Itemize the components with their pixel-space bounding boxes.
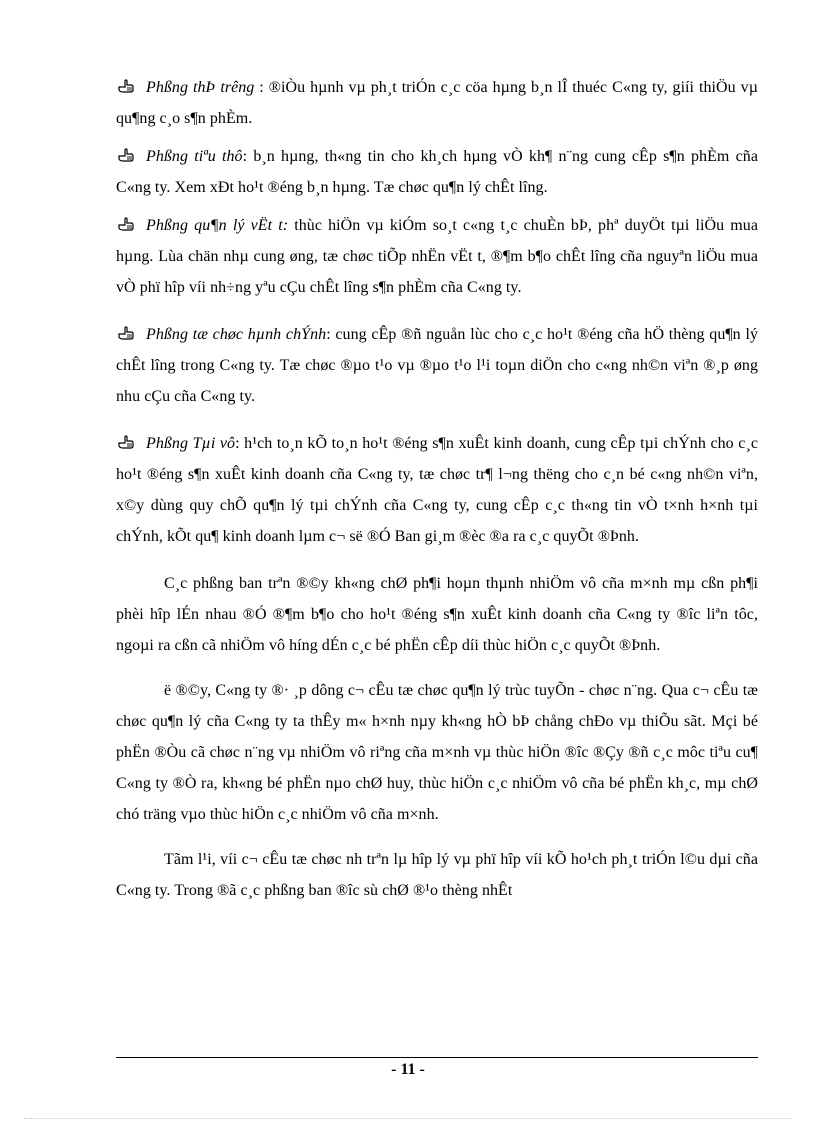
footer-divider <box>116 1057 758 1058</box>
hand-pointer-icon <box>118 73 134 87</box>
hand-pointer-icon <box>118 320 134 334</box>
department-heading: Phßng Tµi vô <box>146 435 236 452</box>
page-bottom-border <box>24 1118 792 1119</box>
hand-pointer-icon <box>118 429 134 443</box>
paragraph-text: : b¸n hµng, th«ng tin cho kh¸ch hµng vÒ kh¶ n¨ng cung cÊp s¶n phÈm cña C«ng ty. Xem xÐt ho¹t ®éng b¸n hµng. Tæ chøc qu¶n lý chÊt lîng. <box>116 148 758 196</box>
paragraph-text: thùc hiÖn vµ kiÓm so¸t c«ng t¸c chuÈn bÞ, phª duyÖt tµi liÖu mua hµng. Lùa chän nhµ cung øng, tæ chøc tiÕp nhËn vËt t, ®¶m b¶o chÊt lîng cña nguyªn liÖu mua vÒ phï hîp víi nh÷ng yªu cÇu chÊt lîng s¶n phÈm cña C«ng ty. <box>116 217 759 296</box>
body-paragraph: C¸c phßng ban trªn ®©y kh«ng chØ ph¶i hoµn thµnh nhiÖm vô cña m×nh mµ cßn ph¶i phèi hîp lÉn nhau ®Ó ®¶m b¶o cho ho¹t ®éng s¶n xuÊt kinh doanh cña C«ng ty ®îc liªn tôc, ngoµi ra cßn cã nhiÖm vô híng dÉn c¸c bé phËn cÊp díi thùc hiÖn c¸c quyÕt ®Þnh. <box>116 575 758 654</box>
hand-pointer-icon <box>118 211 134 225</box>
page-body <box>116 72 758 920</box>
paragraph-text: : cung cÊp ®ñ nguån lùc cho c¸c ho¹t ®éng cña hÖ thèng qu¶n lý chÊt lîng trong C«ng ty. Tæ chøc ®µo t¹o vµ ®µo t¹o l¹i toµn diÖn cho c«ng nh©n viªn ®¸p øng nhu cÇu cña C«ng ty. <box>116 326 758 405</box>
paragraph-text: : ®iÒu hµnh vµ ph¸t triÓn c¸c cöa hµng b¸n lÎ thuéc C«ng ty, giíi thiÖu vµ qu¶ng c¸o s¶n phÈm. <box>116 79 758 127</box>
department-heading: Phßng tæ chøc hµnh chÝnh <box>146 326 327 343</box>
body-paragraph: ë ®©y, C«ng ty ®· ¸p dông c¬ cÊu tæ chøc qu¶n lý trùc tuyÕn - chøc n¨ng. Qua c¬ cÊu tæ chøc qu¶n lý cña C«ng ty ta thÊy m« h×nh nµy kh«ng hÒ bÞ chång chÐo vµ thiÕu sãt. Mçi bé phËn ®Òu cã chøc n¨ng vµ nhiÖm vô riªng cña m×nh vµ thùc hiÖn ®îc ®Çy ®ñ c¸c môc tiªu cu¶ C«ng ty ®Ò ra, kh«ng bé phËn nµo chØ huy, thùc hiÖn c¸c nhiÖm vô cña bé phËn kh¸c, mµ chØ chó träng vµo thùc hiÖn c¸c nhiÖm vô cña m×nh. <box>116 682 758 823</box>
department-heading: Phßng thÞ trêng <box>146 79 255 96</box>
bullet-paragraph-marketing <box>116 72 758 134</box>
bullet-paragraph-sales <box>116 141 758 203</box>
bullet-paragraph-finance <box>116 428 758 552</box>
department-heading: Phßng tiªu thô <box>146 148 243 165</box>
bullet-paragraph-materials <box>116 210 758 303</box>
hand-pointer-icon <box>118 142 134 156</box>
department-heading: Phßng qu¶n lý vËt t: <box>146 217 289 234</box>
page-number: - 11 - <box>391 1061 425 1078</box>
body-paragraph: Tãm l¹i, víi c¬ cÊu tæ chøc nh trªn lµ hîp lý vµ phï hîp víi kÕ ho¹ch ph¸t triÓn l©u dµi cña C«ng ty. Trong ®ã c¸c phßng ban ®îc sù chØ ®¹o thèng nhÊt <box>116 851 758 899</box>
paragraph-text: : h¹ch to¸n kÕ to¸n ho¹t ®éng s¶n xuÊt kinh doanh, cung cÊp tµi chÝnh cho c¸c ho¹t ®éng s¶n xuÊt kinh doanh cña C«ng ty, tæ chøc tr¶ l¬ng thëng cho c¸n bé c«ng nh©n viªn, x©y dùng quy chÕ qu¶n lý tµi chÝnh cña C«ng ty, cung cÊp c¸c th«ng tin vÒ t×nh h×nh tµi chÝnh, kÕt qu¶ kinh doanh lµm c¬ së ®Ó Ban gi¸m ®èc ®a ra c¸c quyÕt ®Þnh. <box>116 435 758 545</box>
bullet-paragraph-administration <box>116 319 758 412</box>
